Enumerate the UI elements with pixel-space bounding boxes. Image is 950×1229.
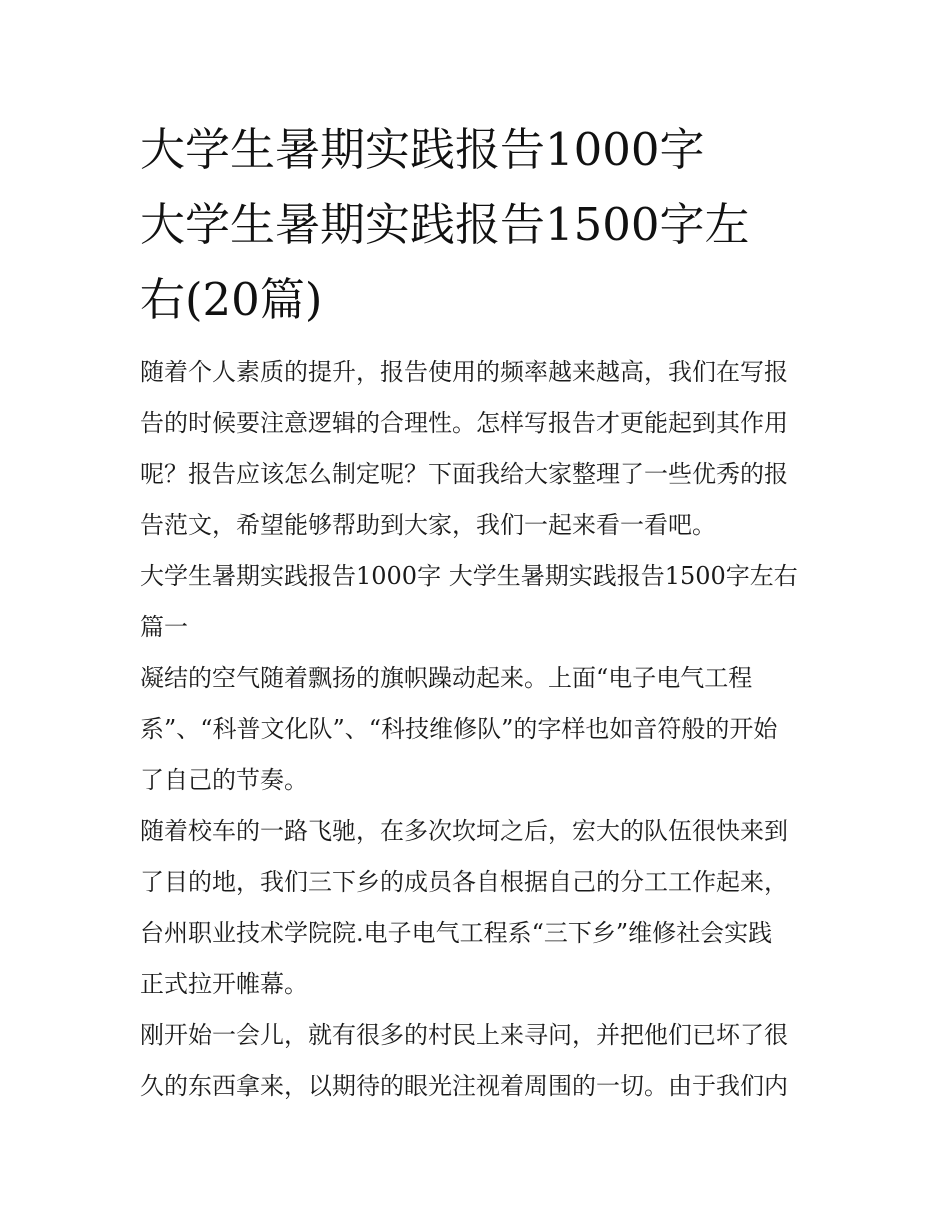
text-line: 告的时候要注意逻辑的合理性。怎样写报告才更能起到其作用	[140, 409, 788, 437]
body-paragraph	[140, 1010, 820, 1112]
text-line: 系”、“科普文化队”、“科技维修队”的字样也如音符般的开始	[140, 715, 778, 743]
intro-paragraph	[140, 347, 820, 551]
title-line: 大学生暑期实践报告1000字	[140, 123, 705, 176]
text-line: 呢？报告应该怎么制定呢？下面我给大家整理了一些优秀的报	[140, 460, 788, 488]
section-heading	[140, 551, 820, 653]
body-paragraph	[140, 653, 820, 806]
text-line: 篇一	[140, 613, 188, 641]
text-line: 随着个人素质的提升，报告使用的频率越来越高，我们在写报	[140, 358, 788, 386]
text-line: 大学生暑期实践报告1000字 大学生暑期实践报告1500字左右	[140, 562, 798, 590]
text-line: 随着校车的一路飞驰，在多次坎坷之后，宏大的队伍很快来到	[140, 817, 788, 845]
title-line: 右(20篇)	[140, 273, 323, 326]
text-line: 凝结的空气随着飘扬的旗帜躁动起来。上面“电子电气工程	[140, 664, 753, 692]
body-paragraph	[140, 806, 820, 1010]
text-line: 告范文，希望能够帮助到大家，我们一起来看一看吧。	[140, 511, 716, 539]
text-line: 了目的地，我们三下乡的成员各自根据自己的分工工作起来，	[140, 868, 788, 896]
document-page	[140, 112, 820, 1112]
text-line: 正式拉开帷幕。	[140, 970, 308, 998]
text-line: 久的东西拿来，以期待的眼光注视着周围的一切。由于我们内	[140, 1072, 788, 1100]
text-line: 刚开始一会儿，就有很多的村民上来寻问，并把他们已坏了很	[140, 1021, 788, 1049]
text-line: 了自己的节奏。	[140, 766, 308, 794]
text-line: 台州职业技术学院院.电子电气工程系“三下乡”维修社会实践	[140, 919, 773, 947]
document-title	[140, 112, 820, 337]
title-line: 大学生暑期实践报告1500字左	[140, 198, 750, 251]
